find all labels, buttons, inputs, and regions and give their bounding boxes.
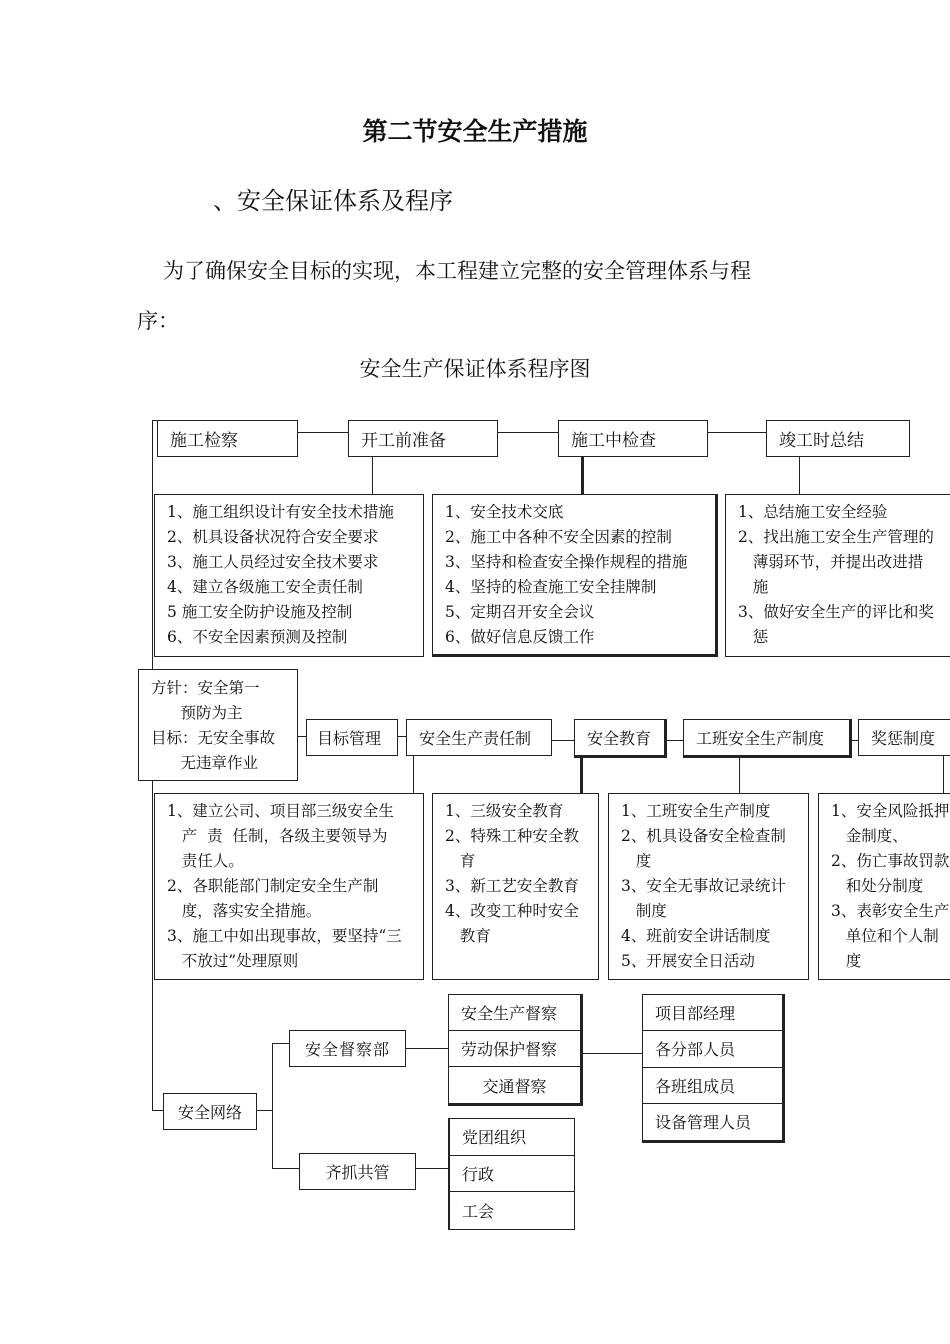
item-safety-responsibility-system: 安全生产责任制 (406, 719, 552, 756)
personnel-table: 项目部经理 各分部人员 各班组成员 设备管理人员 (642, 994, 785, 1143)
stage-in-progress-inspection: 施工中检查 (558, 420, 708, 457)
item-target-management: 目标管理 (306, 719, 398, 756)
item-safety-education: 安全教育 (574, 719, 667, 758)
intro-paragraph-line2: 序： (137, 309, 179, 333)
detail-team-safety-system: 1、工班安全生产制度 2、机具设备安全检查制 度 3、安全无事故记录统计 制度 4、班前安全讲话制度 5、开展安全日活动 (608, 793, 809, 980)
supervision-items-table: 安全生产督察 劳动保护督察 交通督察 (448, 994, 583, 1106)
item-reward-punishment-system: 奖惩制度 (858, 719, 950, 756)
stage-construction-inspection: 施工检察 (157, 420, 298, 457)
safety-network-node: 安全网络 (163, 1093, 257, 1130)
joint-management-table: 党团组织 行政 工会 (448, 1118, 575, 1230)
detail-in-progress-inspection: 1、安全技术交底 2、施工中各种不安全因素的控制 3、坚持和检查安全操作规程的措施 4、坚持的检查施工安全挂牌制 5、定期召开安全会议 6、做好信息反馈工作 (432, 494, 718, 657)
stage-completion-summary: 竣工时总结 (766, 420, 910, 457)
intro-paragraph-line1: 为了确保安全目标的实现，本工程建立完整的安全管理体系与程 (163, 259, 751, 283)
detail-completion-summary: 1、总结施工安全经验 2、找出施工安全生产管理的 薄弱环节，并提出改进措 施 3、做好安全生产的评比和奖 惩 (725, 494, 950, 657)
section-heading: 、安全保证体系及程序 (213, 187, 453, 215)
chart-title: 安全生产保证体系程序图 (359, 357, 591, 381)
detail-responsibility-system: 1、建立公司、项目部三级安全生 产 责 任制，各级主要领导为 责任人。 2、各职能部门制定安全生产制 度，落实安全措施。 3、施工中如出现事故，要坚持“三 不放过”处理原则 (154, 793, 424, 980)
policy-goal-box: 方针：安全第一 预防为主 目标：无安全事故 无违章作业 (138, 669, 298, 781)
detail-reward-punishment: 1、安全风险抵押 金制度、 2、伤亡事故罚款 和处分制度 3、表彰安全生产 单位和个人制 度 (818, 793, 950, 980)
page-title: 第二节安全生产措施 (362, 117, 588, 146)
stage-pre-start-preparation: 开工前准备 (348, 420, 498, 457)
detail-safety-education: 1、三级安全教育 2、特殊工种安全教 育 3、新工艺安全教育 4、改变工种时安全 教育 (432, 793, 599, 980)
item-team-safety-system: 工班安全生产制度 (683, 719, 852, 758)
safety-supervision-dept-node: 安全督察部 (289, 1030, 406, 1067)
detail-construction-inspection: 1、施工组织设计有安全技术措施 2、机具设备状况符合安全要求 3、施工人员经过安全技术要求 4、建立各级施工安全责任制 5 施工安全防护设施及控制 6、不安全因素预测及控制 (154, 494, 424, 657)
joint-management-node: 齐抓共管 (299, 1153, 416, 1190)
